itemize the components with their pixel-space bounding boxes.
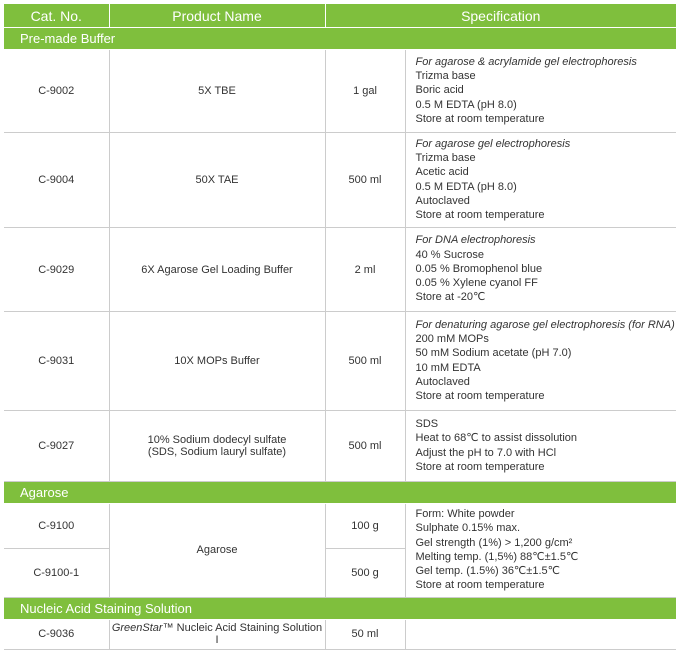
- product-brand: GreenStar: [111, 622, 163, 635]
- spec-line: Trizma base: [415, 70, 476, 83]
- cat-no-cell: C-9031: [4, 312, 109, 411]
- table-row: [4, 228, 676, 312]
- spec-line: 0.5 M EDTA (pH 8.0): [415, 180, 517, 193]
- spec-usage: For agarose & acrylamide gel electrophoresis: [415, 55, 637, 68]
- spec-line: Gel strength (1%) > 1,200 g/cm²: [415, 536, 573, 549]
- spec-cell: [405, 50, 676, 133]
- product-name-cell: [109, 619, 325, 649]
- section-header-agarose: [4, 482, 676, 504]
- spec-line: Store at -20℃: [415, 291, 486, 304]
- size-cell: 1 gal: [325, 50, 405, 133]
- size-cell: 500 g: [325, 548, 405, 597]
- cat-no-cell: C-9027: [4, 411, 109, 482]
- spec-line: SDS: [415, 417, 439, 430]
- cat-no-cell: C-9029: [4, 228, 109, 312]
- table-row: [4, 50, 676, 133]
- product-name-cell: 50X TAE: [109, 133, 325, 228]
- table-row: [4, 504, 676, 549]
- spec-line: 40 % Sucrose: [415, 248, 484, 261]
- spec-cell: [405, 133, 676, 228]
- spec-cell: [405, 504, 676, 598]
- spec-line: Store at room temperature: [415, 579, 545, 592]
- header-specification: Specification: [325, 4, 676, 28]
- spec-line: Store at room temperature: [415, 112, 545, 125]
- spec-line: Store at room temperature: [415, 460, 545, 473]
- cat-no-cell: C-9036: [4, 619, 109, 649]
- spec-line: Boric acid: [415, 84, 464, 97]
- cat-no-cell: C-9100: [4, 504, 109, 549]
- product-name-cell: [109, 411, 325, 482]
- size-cell: 2 ml: [325, 228, 405, 312]
- spec-usage: For DNA electrophoresis: [415, 234, 536, 247]
- table-header-row: [4, 4, 676, 28]
- spec-line: Store at room temperature: [415, 390, 545, 403]
- size-cell: 100 g: [325, 504, 405, 549]
- cat-no-cell: C-9100-1: [4, 548, 109, 597]
- table-row: [4, 133, 676, 228]
- cat-no-cell: C-9004: [4, 133, 109, 228]
- product-name-line: (SDS, Sodium lauryl sulfate): [147, 446, 287, 458]
- header-product-name: Product Name: [109, 4, 325, 28]
- product-name-cell: Agarose: [109, 504, 325, 598]
- size-cell: 50 ml: [325, 619, 405, 649]
- section-title: Pre-made Buffer: [4, 28, 676, 50]
- spec-line: Heat to 68℃ to assist dissolution: [415, 432, 578, 445]
- section-header-nucleic-acid-staining: [4, 597, 676, 619]
- spec-line: Trizma base: [415, 151, 476, 164]
- table-row: [4, 619, 676, 649]
- spec-line: 200 mM MOPs: [415, 332, 489, 345]
- spec-line: Acetic acid: [415, 166, 469, 179]
- spec-cell: [405, 411, 676, 482]
- table-row: [4, 411, 676, 482]
- size-cell: 500 ml: [325, 411, 405, 482]
- spec-cell: [405, 312, 676, 411]
- spec-cell: [405, 619, 676, 649]
- section-title: Agarose: [4, 482, 676, 504]
- product-name-cell: 6X Agarose Gel Loading Buffer: [109, 228, 325, 312]
- cat-no-cell: C-9002: [4, 50, 109, 133]
- product-name-line: 10% Sodium dodecyl sulfate: [147, 434, 287, 446]
- size-cell: 500 ml: [325, 133, 405, 228]
- spec-usage: For denaturing agarose gel electrophoresis (for RNA): [415, 318, 675, 331]
- spec-line: Adjust the pH to 7.0 with HCl: [415, 446, 557, 459]
- spec-line: Form: White powder: [415, 508, 515, 520]
- spec-usage: For agarose gel electrophoresis: [415, 137, 571, 150]
- spec-line: 10 mM EDTA: [415, 361, 481, 374]
- size-cell: 500 ml: [325, 312, 405, 411]
- spec-line: 0.05 % Bromophenol blue: [415, 262, 543, 275]
- table-row: [4, 312, 676, 411]
- spec-line: Melting temp. (1,5%) 88℃±1.5℃: [415, 550, 579, 563]
- spec-line: 50 mM Sodium acetate (pH 7.0): [415, 347, 572, 360]
- spec-line: 0.5 M EDTA (pH 8.0): [415, 98, 517, 111]
- header-cat-no: Cat. No.: [4, 4, 109, 28]
- spec-line: Autoclaved: [415, 194, 470, 207]
- product-name-cell: 10X MOPs Buffer: [109, 312, 325, 411]
- spec-line: Store at room temperature: [415, 209, 545, 222]
- spec-line: Gel temp. (1.5%) 36℃±1.5℃: [415, 565, 560, 578]
- spec-line: Autoclaved: [415, 375, 470, 388]
- product-table: [4, 4, 676, 650]
- product-name-rest: ™ Nucleic Acid Staining Solution I: [162, 622, 323, 647]
- section-title: Nucleic Acid Staining Solution: [4, 597, 676, 619]
- section-header-premade-buffer: [4, 28, 676, 50]
- spec-cell: [405, 228, 676, 312]
- spec-line: 0.05 % Xylene cyanol FF: [415, 277, 538, 290]
- product-name-cell: 5X TBE: [109, 50, 325, 133]
- spec-line: Sulphate 0.15% max.: [415, 522, 521, 535]
